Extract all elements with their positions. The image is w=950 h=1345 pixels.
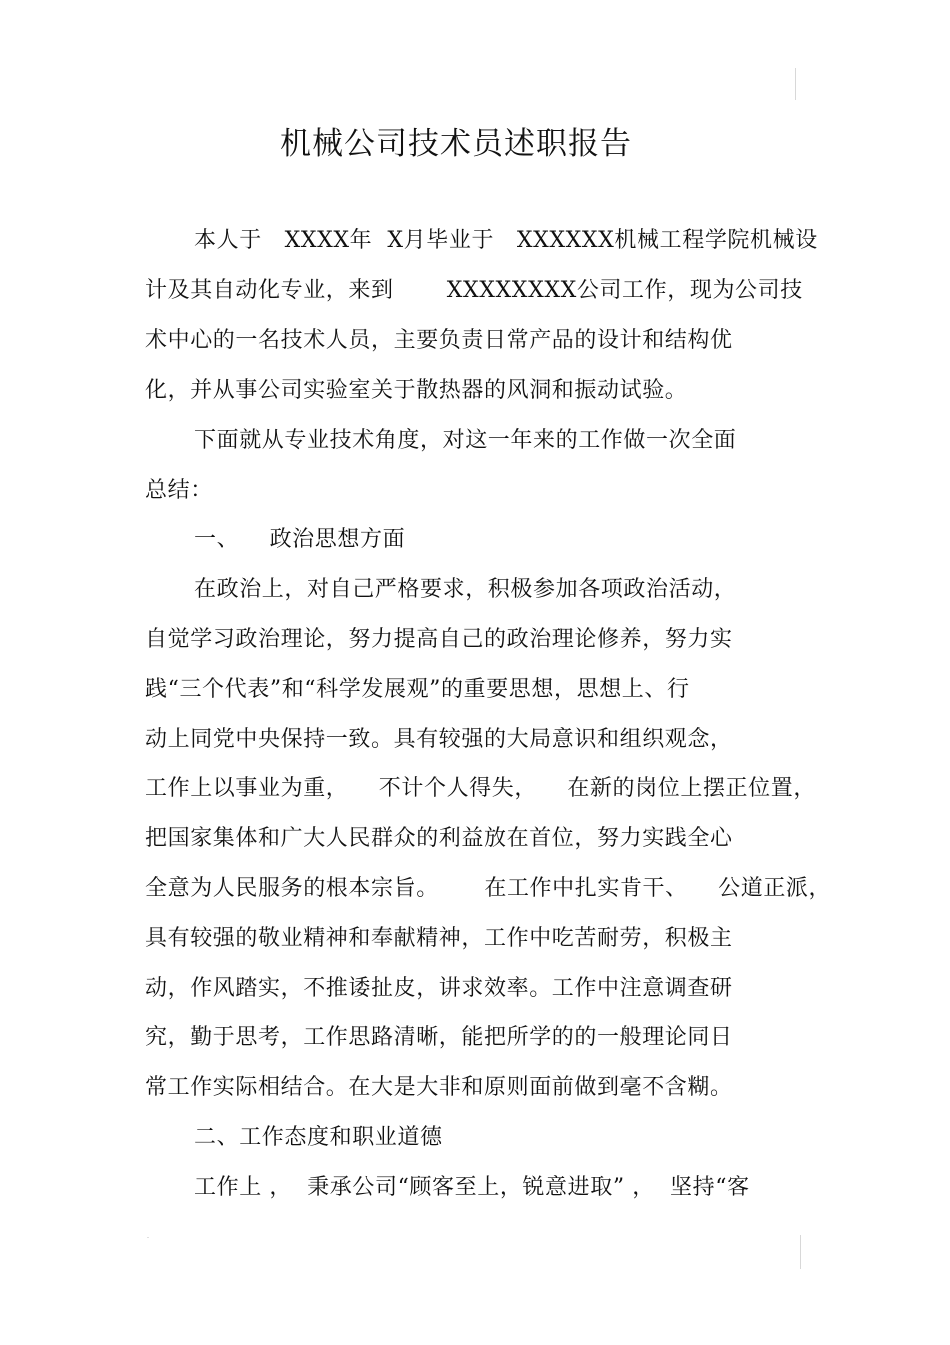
body-line: 总结：	[145, 478, 213, 503]
page-corner-mark	[147, 1237, 149, 1238]
body-line: 本人于 XXXX年 X月毕业于 XXXXXX机械工程学院机械设	[194, 228, 818, 253]
section-heading: 二、工作态度和职业道德	[194, 1125, 443, 1150]
body-line: 下面就从专业技术角度，对这一年来的工作做一次全面	[194, 428, 737, 453]
body-line: 在政治上，对自己严格要求，积极参加各项政治活动，	[194, 577, 737, 602]
body-line: 术中心的一名技术人员，主要负责日常产品的设计和结构优	[145, 328, 733, 353]
body-line: 究，勤于思考，工作思路清晰，能把所学的的一般理论同日	[145, 1025, 733, 1050]
body-line: 动，作风踏实，不推诿扯皮，讲求效率。工作中注意调查研	[145, 976, 733, 1001]
body-line: 践“三个代表”和“科学发展观”的重要思想，思想上、行	[145, 677, 690, 702]
body-line: 工作上以事业为重， 不计个人得失， 在新的岗位上摆正位置，	[145, 776, 816, 801]
body-line: 计及其自动化专业，来到 XXXXXXXX公司工作，现为公司技	[145, 278, 803, 303]
body-line: 动上同党中央保持一致。具有较强的大局意识和组织观念，	[145, 727, 733, 752]
body-line: 化，并从事公司实验室关于散热器的风洞和振动试验。	[145, 378, 688, 403]
body-line: 自觉学习政治理论，努力提高自己的政治理论修养，努力实	[145, 627, 733, 652]
body-line: 全意为人民服务的根本宗旨。 在工作中扎实肯干、 公道正派，	[145, 876, 832, 901]
section-heading: 一、 政治思想方面	[194, 527, 406, 552]
body-line: 常工作实际相结合。在大是大非和原则面前做到毫不含糊。	[145, 1075, 733, 1100]
body-line: 具有较强的敬业精神和奉献精神，工作中吃苦耐劳，积极主	[145, 926, 733, 951]
page-corner-mark	[795, 68, 796, 100]
page-corner-mark	[800, 1235, 801, 1269]
body-line: 工作上 ， 秉承公司“顾客至上，锐意进取” ， 坚持“客	[194, 1175, 750, 1200]
document-title: 机械公司技术员述职报告	[280, 126, 632, 162]
body-line: 把国家集体和广大人民群众的利益放在首位，努力实践全心	[145, 826, 733, 851]
